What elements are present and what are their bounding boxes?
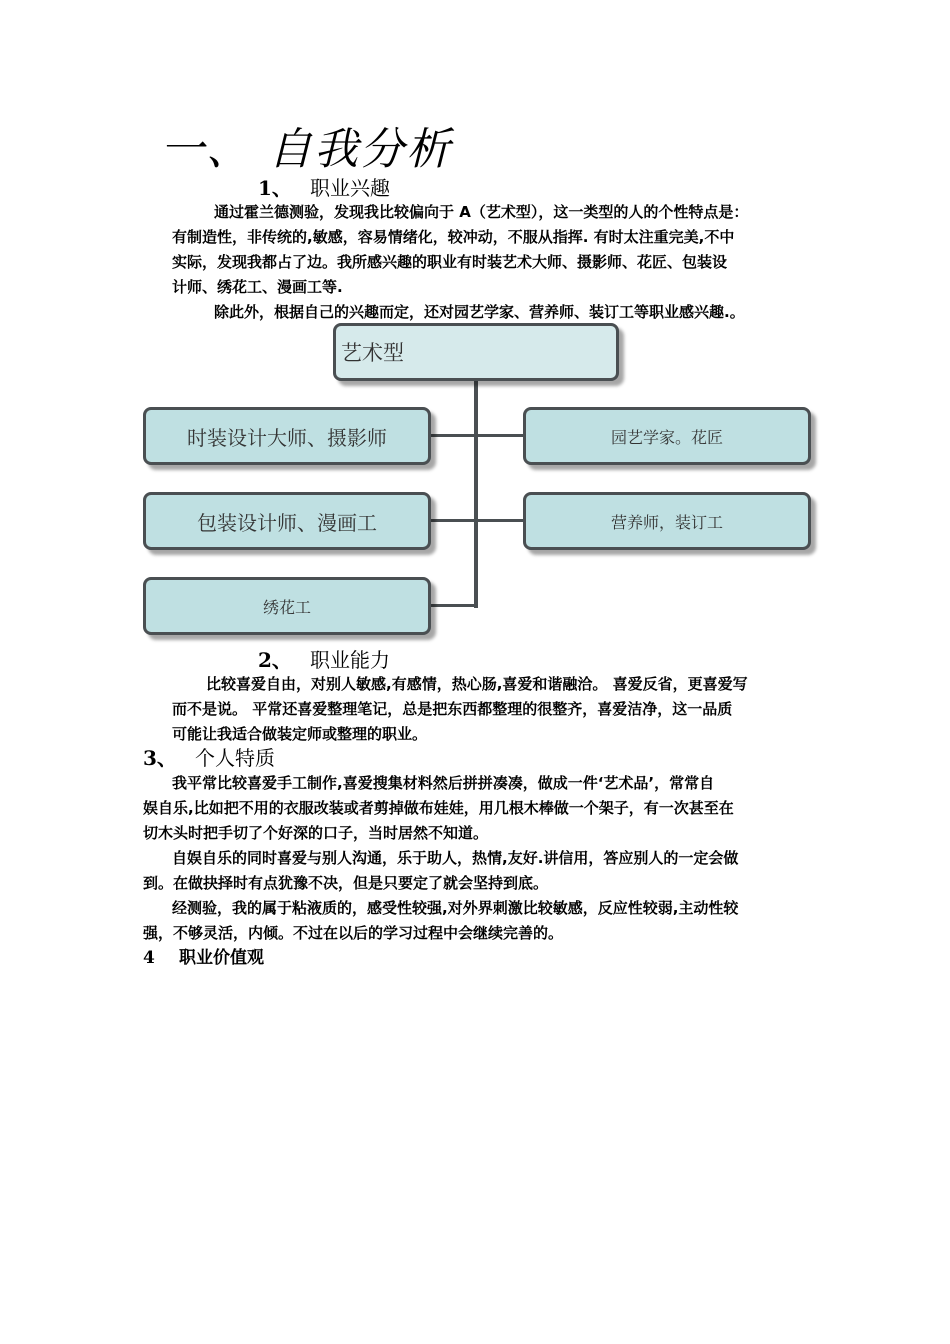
section-title: 个人特质 [195,746,275,770]
text-line: 自娱自乐的同时喜爱与别人沟通，乐于助人，热情,友好.讲信用，答应别人的一定会做 [172,849,739,867]
text-line: 有制造性，非传统的,敏感，容易情绪化，较冲动，不服从指挥. 有时太注重完美,不中 [172,228,735,246]
section-number: 3、 [143,746,177,770]
connector-trunk [474,378,478,608]
diagram-root-node: 艺术型 [333,323,619,381]
text-line: 比较喜爱自由，对别人敏感,有感情，热心肠,喜爱和谐融洽。 喜爱反省，更喜爱写 [206,675,748,693]
text-line: 除此外，根据自己的兴趣而定，还对园艺学家、营养师、装订工等职业感兴趣.。 [214,303,745,321]
section-heading-ability [258,647,390,673]
text-line: 通过霍兰德测验，发现我比较偏向于 A（艺术型），这一类型的人的个性特点是： [214,203,749,221]
text-line: 到。在做抉择时有点犹豫不决，但是只要定了就会坚持到底。 [143,874,549,892]
text-line: 实际，发现我都占了边。我所感兴趣的职业有时装艺术大师、摄影师、花匠、包装设 [172,253,728,271]
text-line: 而不是说。 平常还喜爱整理笔记，总是把东西都整理的很整齐，喜爱洁净，这一品质 [172,700,733,718]
connector-branch [428,604,478,607]
diagram-node: 时装设计大师、摄影师 [143,407,431,465]
section-title: 职业能力 [310,648,390,672]
text-line: 计师、绣花工、漫画工等. [172,278,343,296]
text-line: 切木头时把手切了个好深的口子，当时居然不知道。 [143,824,489,842]
text-line: 经测验，我的属于粘液质的，感受性较强,对外界刺激比较敏感，反应性较弱,主动性较 [172,899,739,917]
section-title: 职业价值观 [179,948,264,968]
connector-branch [428,519,526,522]
section-heading-interest [258,175,390,201]
section-heading-values [143,945,264,971]
section-number: 1、 [258,176,292,200]
diagram-node: 包装设计师、漫画工 [143,492,431,550]
connector-branch [428,434,526,437]
diagram-node: 营养师，装订工 [523,492,811,550]
section-heading-traits [143,745,275,771]
text-line: 我平常比较喜爱手工制作,喜爱搜集材料然后拼拼凑凑，做成一件‘艺术品’，常常自 [172,774,715,792]
section-number: 2、 [258,648,292,672]
diagram-node: 绣花工 [143,577,431,635]
text-line: 强，不够灵活，内倾。不过在以后的学习过程中会继续完善的。 [143,924,564,942]
text-line: 可能让我适合做装定师或整理的职业。 [172,725,428,743]
page-title: 一、 自我分析 [160,124,452,175]
section-title: 职业兴趣 [310,176,390,200]
section-number: 4 [143,948,155,968]
text-line: 娱自乐,比如把不用的衣服改装或者剪掉做布娃娃，用几根木棒做一个架子，有一次甚至在 [143,799,734,817]
diagram-node: 园艺学家。花匠 [523,407,811,465]
